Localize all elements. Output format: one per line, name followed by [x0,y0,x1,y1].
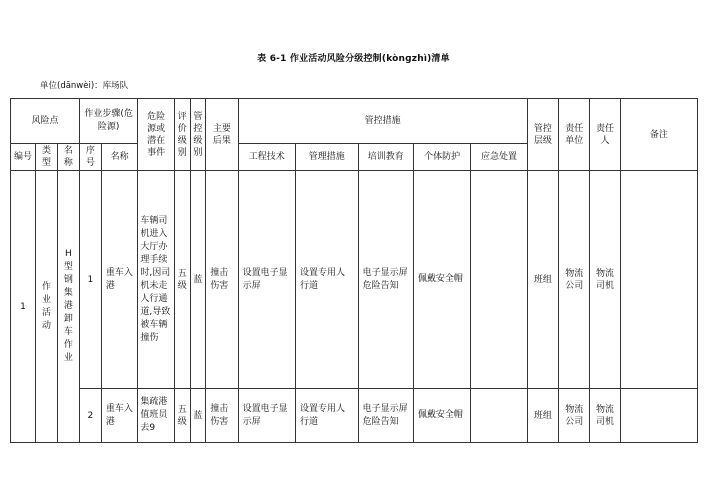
header-assess-level [174,99,190,171]
group-type [36,171,58,443]
header-row-1 [11,99,698,144]
header-type [36,144,58,171]
header-type-label: 类型 [41,146,51,168]
header-management: 管理措施 [295,144,358,171]
row-remarks [620,389,697,443]
header-seq-label: 序号 [85,146,95,168]
row-ppe [413,171,470,389]
row-resp-person-text: 物流司机 [595,268,614,291]
row-control-level [190,389,206,443]
row-tier: 班组 [527,171,558,389]
row-engineering [238,171,295,389]
row-ppe-text: 佩戴安全帽 [417,274,463,284]
row-management-text: 设置专用人行道 [299,267,345,291]
header-main-consequence-label: 主要后果 [212,123,231,146]
row-step-name [101,389,138,443]
header-name-label: 名称 [63,146,73,168]
header-assess-level-label: 评价级别 [177,111,187,158]
row-control-level [190,171,206,389]
row-emergency [471,389,527,443]
row-management [295,171,358,389]
table-row [11,171,698,389]
unit-label: 单位(dānwèi)：库场队 [40,81,129,91]
header-hazard [138,99,175,171]
row-step-name [101,171,138,389]
header-name [57,144,79,171]
header-control-measures: 管控措施 [238,99,527,144]
row-resp-unit [559,389,590,443]
row-ppe [413,389,470,443]
row-consequence-text: 撞击伤害 [210,267,229,291]
header-steps-label: 作业步骤(危险源) [84,109,133,132]
row-step-name-text: 重车入港 [105,403,133,427]
row-consequence-text: 撞击伤害 [210,403,229,427]
row-emergency [471,171,527,389]
row-assess-level [174,171,190,389]
header-tier-label: 管控层级 [533,123,552,146]
row-training [358,389,413,443]
header-training: 培训教育 [358,144,413,171]
row-remarks [620,171,697,389]
header-seq [79,144,101,171]
row-training-text: 电子显示屏危险告知 [362,403,408,427]
row-consequence [206,389,238,443]
header-risk-point: 风险点 [11,99,80,144]
header-ppe: 个体防护 [413,144,470,171]
row-hazard-text: 车辆司机进入大厅办理手续时,因司机未走人行通道,导致被车辆撞伤 [140,215,171,343]
row-training-text: 电子显示屏危险告知 [362,267,408,291]
row-assess-level-text: 五级 [177,268,187,291]
header-resp-unit [559,99,590,171]
row-control-level-text: 蓝 [193,274,203,285]
row-resp-person [590,171,620,389]
header-hazard-label: 危险源或潜在事件 [147,111,166,158]
header-control-level-label: 管控级别 [193,111,203,158]
row-control-level-text: 蓝 [193,410,203,421]
header-resp-person-label: 责任人 [595,123,614,146]
row-hazard [138,389,175,443]
row-assess-level-text: 五级 [177,404,187,427]
row-training [358,171,413,389]
document-title: 表 6-1 作业活动风险分级控制(kònɡzhì)清单 [257,54,450,64]
header-control-level [190,99,206,171]
row-seq: 2 [79,389,101,443]
risk-control-table [10,98,698,443]
group-name-text: H型钢集港卸车作业 [63,249,73,363]
row-ppe-text: 佩戴安全帽 [417,410,463,420]
header-main-consequence [206,99,238,171]
header-emergency: 应急处置 [471,144,527,171]
row-consequence [206,171,238,389]
header-remarks: 备注 [620,99,697,171]
row-management-text: 设置专用人行道 [299,403,345,427]
table-row [11,389,698,443]
header-step-name: 名称 [101,144,138,171]
group-no: 1 [11,171,36,443]
row-assess-level [174,389,190,443]
row-engineering [238,389,295,443]
row-tier: 班组 [527,389,558,443]
header-no: 编号 [11,144,36,171]
row-management [295,389,358,443]
row-resp-unit-text: 物流公司 [565,404,584,427]
row-hazard [138,171,175,389]
row-resp-unit [559,171,590,389]
header-resp-person [590,99,620,171]
row-resp-person-text: 物流司机 [595,404,614,427]
row-step-name-text: 重车入港 [105,267,133,291]
row-engineering-text: 设置电子显示屏 [242,403,288,427]
row-resp-unit-text: 物流公司 [565,268,584,291]
header-steps [79,99,137,144]
header-resp-unit-label: 责任单位 [565,123,584,146]
row-engineering-text: 设置电子显示屏 [242,267,288,291]
group-type-text: 作业活动 [41,281,51,331]
header-tier [527,99,558,171]
row-resp-person [590,389,620,443]
row-seq: 1 [79,171,101,389]
header-engineering: 工程技术 [238,144,295,171]
group-name [57,171,79,443]
row-hazard-text: 集疏港值班员去9 [140,397,168,433]
